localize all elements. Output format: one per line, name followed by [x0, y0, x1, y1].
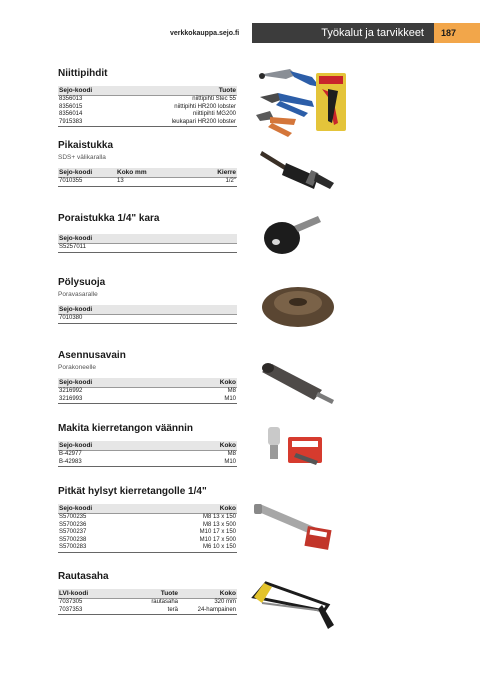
column-header: Kierre [189, 168, 237, 178]
product-title: Asennusavain [58, 350, 126, 361]
column-header: Koko [144, 504, 237, 514]
table-cell: M10 17 x 500 [199, 536, 236, 543]
product-section-pikaistukka [58, 140, 237, 187]
product-table [58, 86, 237, 127]
product-title: Rautasaha [58, 571, 109, 582]
page-number: 187 [441, 28, 457, 38]
table-cell: 8356013 [59, 96, 83, 102]
table-cell: rautasaha [151, 599, 178, 605]
column-header: Koko [176, 378, 237, 388]
product-title: Pitkät hylsyt kierretangolle 1/4" [58, 486, 207, 497]
table-cell: S5700238 [59, 536, 87, 543]
column-header: Sejo-koodi [58, 168, 116, 178]
table-cell: M6 10 x 150 [144, 544, 237, 552]
product-subtitle: Porakoneelle [58, 364, 96, 371]
table-cell: niittipihti Stec 55 [192, 96, 236, 102]
product-title: Pölysuoja [58, 277, 106, 288]
product-section-rautasaha [58, 571, 237, 615]
header-bar [252, 23, 434, 43]
table-cell: B-42983 [58, 459, 176, 467]
column-header: Tuote [122, 589, 179, 599]
installation-key-image [258, 358, 338, 408]
column-header: Koko mm [116, 168, 189, 178]
product-section-asennusavain [58, 350, 237, 404]
table-cell: niittipihti HR200 lobster [174, 103, 236, 110]
long-sockets-image [250, 500, 340, 558]
product-section-polysuoja [58, 277, 237, 324]
table-row [58, 529, 237, 537]
table-cell: M10 [176, 396, 237, 404]
table-cell: S5700236 [59, 521, 87, 528]
table-cell: S5700237 [59, 529, 87, 535]
table-cell: 7915383 [58, 119, 120, 127]
page-number-box [434, 23, 480, 43]
table-cell: 320 mm [214, 599, 236, 605]
table-row [58, 104, 237, 112]
table-row [58, 459, 237, 467]
table-cell: 7010380 [58, 315, 237, 324]
table-row [58, 178, 237, 187]
column-header: Sejo-koodi [58, 378, 176, 388]
table-cell: S5257011 [58, 244, 237, 253]
product-title: Niittipihdit [58, 68, 108, 79]
product-table [58, 589, 237, 615]
table-row [58, 315, 237, 324]
table-cell: terä [122, 607, 179, 615]
table-row [58, 514, 237, 522]
table-cell: 1/2" [189, 178, 237, 187]
table-cell: leukapari HR200 lobster [120, 119, 237, 127]
table-cell: 3216992 [59, 388, 83, 394]
table-row [58, 451, 237, 459]
column-header: Tuote [120, 86, 237, 96]
table-cell: B-42977 [59, 451, 82, 457]
product-section-niittipihdit [58, 68, 237, 127]
product-table [58, 305, 237, 324]
drill-chuck-image [258, 210, 328, 258]
table-cell: 7037305 [59, 599, 83, 605]
table-row [58, 522, 237, 530]
table-row [58, 396, 237, 404]
table-cell: 3216993 [58, 396, 176, 404]
product-subtitle: Poravasaralle [58, 291, 98, 298]
product-table [58, 504, 237, 553]
table-row [58, 607, 237, 615]
sds-chuck-image [258, 143, 338, 193]
table-cell: M8 [227, 451, 236, 457]
product-section-poraistukka [58, 213, 237, 253]
table-row [58, 388, 237, 396]
product-section-pitkat-hylsyt [58, 486, 237, 553]
table-cell: 8356015 [59, 103, 83, 110]
table-cell: M8 13 x 500 [202, 521, 236, 528]
table-cell: M10 17 x 150 [199, 529, 236, 535]
table-row [58, 599, 237, 607]
site-url: verkkokauppa.sejo.fi [170, 30, 240, 37]
rivet-pliers-image [250, 63, 350, 143]
table-cell: 7010355 [58, 178, 116, 187]
product-title: Poraistukka 1/4" kara [58, 213, 160, 224]
table-row [58, 544, 237, 552]
hacksaw-image [248, 575, 338, 635]
table-cell: M10 [176, 459, 237, 467]
product-table [58, 378, 237, 404]
table-row [58, 96, 237, 104]
column-header: Sejo-koodi [58, 234, 237, 244]
table-cell: niittipihti MG200 [192, 111, 236, 117]
product-table [58, 168, 237, 187]
column-header: Sejo-koodi [58, 504, 144, 514]
product-subtitle: SDS+ välikaralla [58, 154, 106, 161]
table-row [58, 537, 237, 545]
table-row [58, 244, 237, 253]
column-header: LVI-koodi [58, 589, 122, 599]
product-table [58, 441, 237, 467]
column-header: Koko [179, 589, 237, 599]
table-row [58, 111, 237, 119]
table-cell: 13 [116, 178, 189, 187]
table-cell: 24-hampainen [179, 607, 237, 615]
dust-guard-image [258, 283, 338, 331]
product-table [58, 234, 237, 253]
table-cell: S5700235 [59, 514, 87, 520]
table-cell: 8356014 [59, 111, 83, 117]
table-cell: M8 [227, 388, 236, 394]
table-cell: S5700283 [58, 544, 144, 552]
column-header: Sejo-koodi [58, 441, 176, 451]
table-row [58, 119, 237, 127]
product-title: Pikaistukka [58, 140, 114, 151]
section-title: Työkalut ja tarvikkeet [321, 27, 424, 39]
column-header: Koko [176, 441, 237, 451]
product-section-makita-vaannin [58, 423, 237, 467]
table-cell: 7037353 [58, 607, 122, 615]
makita-adapter-image [260, 425, 335, 477]
table-cell: M8 13 x 150 [202, 514, 236, 520]
column-header: Sejo-koodi [58, 86, 120, 96]
column-header: Sejo-koodi [58, 305, 237, 315]
product-title: Makita kierretangon väännin [58, 423, 194, 434]
